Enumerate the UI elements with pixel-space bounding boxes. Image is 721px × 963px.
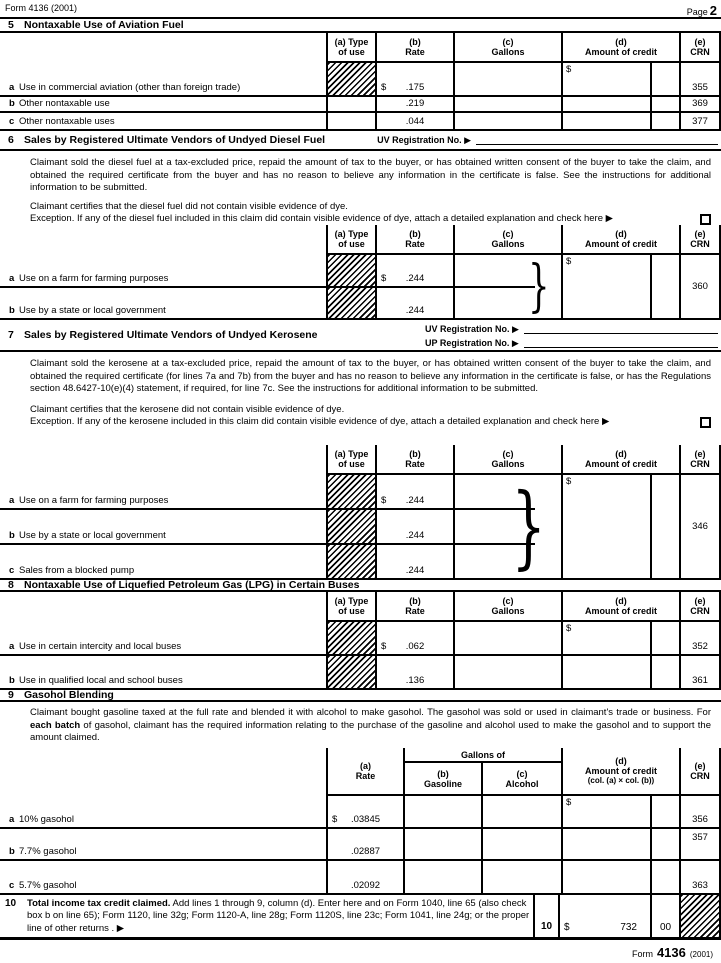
col-header-gallons: (c) Gallons [455,592,563,622]
section-number: 6 [8,134,14,146]
row-8b-amount-field[interactable] [563,656,652,688]
dye-certify-line: Claimant certifies that the diesel fuel did not contain visible evidence of dye. [30,200,348,212]
row-9c-alcohol-field[interactable] [483,861,563,893]
section-7-header [0,318,721,352]
uv-registration-field[interactable] [476,134,718,145]
row-8a-rate: $ .062 [377,622,455,656]
uv-registration-label: UV Registration No. ▶ [377,134,472,145]
certification-paragraph: Claimant sold the kerosene at a tax-excluded price, repaid the amount of tax to the buyer, or has obtained written consent of the buyer to take the claim, and obtained the required certificate (for lines 7a and 7b) from the buyer and has no reason to believe any information in the certificate is false, or has the Regulations section 48.6427-10(e)(4) statement, if required, for line 7c. See the instructions for additional information to be submitted. [30,358,711,394]
row-6a-type-hatch [328,255,377,288]
row-8a-amount-field[interactable] [563,622,652,656]
col-header-amount-of-credit: (d) Amount of credit [563,33,681,63]
dollar-sign: $ [381,82,387,93]
col-header-gasoline: (b) Gasoline [405,763,483,796]
row-5a-gallons-field[interactable] [455,63,563,97]
desc-header-spacer [0,592,328,622]
registration-numbers [425,322,718,350]
row-5b-rate: .219 [377,97,455,113]
desc-header-spacer [0,445,328,475]
section-title: Sales by Registered Ultimate Vendors of Undyed Diesel Fuel [24,134,326,146]
rows-7abc-amount-field[interactable] [563,475,652,578]
section-7-text [0,352,721,445]
dollar-sign: $ [566,797,572,808]
section-title: Sales by Registered Ultimate Vendors of Undyed Kerosene [24,329,318,341]
line-10-hatch [681,895,721,937]
row-5b-crn: 369 [681,97,721,113]
brace-icon: } [528,255,550,318]
col-header-gallons: (c) Gallons [455,33,563,63]
row-5c-rate: .044 [377,113,455,129]
section-title: Nontaxable Use of Aviation Fuel [24,19,184,31]
row-5b-type-field[interactable] [328,97,377,113]
row-8b-crn: 361 [681,656,721,688]
section-5-header [0,17,721,33]
row-9a-crn: 356 [681,796,721,829]
dollar-sign: $ [566,623,572,634]
row-8b-label: b Use in qualified local and school buses [0,656,328,688]
section-number: 9 [8,689,14,701]
page-word: Page [686,7,708,17]
row-9a-amount-field[interactable] [563,796,652,829]
col-header-crn: (e) CRN [681,592,721,622]
row-5c-type-field[interactable] [328,113,377,129]
col-header-gallons-of: Gallons of [405,748,563,763]
section-number: 7 [8,329,14,341]
row-6a-rate: $ .244 [377,255,455,288]
row-5a-type-hatch [328,63,377,97]
dollar-sign: $ [332,814,338,825]
row-5b-label: b Other nontaxable use [0,97,328,113]
col-header-rate: (a) Rate [328,748,405,796]
uv-registration-label: UV Registration No. ▶ [425,323,519,334]
col-header-crn: (e) CRN [681,225,721,255]
total-credit-amount[interactable] [560,895,652,937]
row-9a-label: a 10% gasohol [0,796,328,829]
row-8a-label: a Use in certain intercity and local buses [0,622,328,656]
section-number: 5 [8,19,14,31]
table-7 [0,445,721,578]
col-header-amount-of-credit: (d) Amount of credit [563,225,681,255]
section-8-header [0,578,721,592]
row-8a-crn: 352 [681,622,721,656]
row-5a-rate: $ .175 [377,63,455,97]
row-8a-gallons-field[interactable] [455,622,563,656]
rows-7abc-crn: 346 [681,475,721,578]
row-6b-rate: .244 [377,288,455,318]
certification-paragraph: Claimant sold the diesel fuel at a tax-excluded price, repaid the amount of tax to the buyer, or has obtained written consent of the buyer to take the claim, and obtained the required certificate from the buyer and has no reason to believe any information in the certificate is false. See the instructions for additional information to be submitted. [30,157,711,193]
up-registration-label: UP Registration No. ▶ [425,337,519,348]
section-6-text [0,151,721,225]
section-9-header [0,688,721,702]
row-9a-rate: $ .03845 [328,796,405,829]
gallons-divider-line [455,286,535,288]
desc-header-spacer [0,33,328,63]
page-footer [0,940,721,963]
dollar-sign: $ [381,273,387,284]
rows-7abc-cents-field[interactable] [652,475,681,578]
row-5c-cents-field[interactable] [652,113,681,129]
row-9c-label: c 5.7% gasohol [0,861,328,893]
rows-6ab-crn: 360 [681,255,721,318]
row-9c-cents-field[interactable] [652,861,681,893]
row-7c-type-hatch [328,545,377,578]
row-8a-cents-field[interactable] [652,622,681,656]
col-header-crn: (e) CRN [681,445,721,475]
dye-exception-line: Exception. If any of the diesel fuel included in this claim did contain visible evidence of dye, attach a detailed explanation and check here ▶ [30,213,711,225]
dollar-sign: $ [381,641,387,652]
section-6-header [0,129,721,151]
row-6b-label: b Use by a state or local government [0,288,328,318]
line-number: 10 [5,898,17,909]
section-9-text [0,702,721,748]
row-5b-amount-field[interactable] [563,97,652,113]
col-header-type-of-use: (a) Type of use [328,225,377,255]
row-9c-rate: .02092 [328,861,405,893]
line-10-box-number: 10 [535,895,560,937]
row-8a-type-hatch [328,622,377,656]
col-header-gallons: (c) Gallons [455,225,563,255]
col-header-amount-of-credit: (d) Amount of credit [563,445,681,475]
col-header-amount-of-credit: (d) Amount of credit [563,592,681,622]
row-5c-gallons-field[interactable] [455,113,563,129]
total-credit-cents[interactable]: 00 [652,895,681,937]
row-7b-type-hatch [328,510,377,545]
up-registration-field[interactable] [524,338,718,348]
dollar-sign: $ [566,64,572,75]
line-10-description [0,895,535,937]
col-header-type-of-use: (a) Type of use [328,592,377,622]
col-header-crn: (e) CRN [681,33,721,63]
row-7b-label: b Use by a state or local government [0,510,328,545]
row-8b-type-hatch [328,656,377,688]
row-5a-crn: 355 [681,63,721,97]
form-id-label: Form 4136 (2001) [5,3,78,13]
row-9b-alcohol-field[interactable] [483,829,563,861]
table-6 [0,225,721,318]
dye-exception-checkbox[interactable] [700,417,711,428]
row-8b-gallons-field[interactable] [455,656,563,688]
col-header-rate: (b) Rate [377,592,455,622]
table-8 [0,592,721,688]
row-9b-cents-field[interactable] [652,829,681,861]
rows-6ab-gallons-field[interactable] [455,255,563,318]
row-6b-type-hatch [328,288,377,318]
uv-registration-field[interactable] [524,324,718,334]
row-8b-cents-field[interactable] [652,656,681,688]
dollar-sign: $ [381,495,387,506]
row-9b-amount-field[interactable] [563,829,652,861]
row-9a-alcohol-field[interactable] [483,796,563,829]
desc-header-spacer [0,225,328,255]
page-number: 2 [709,3,717,18]
col-header-type-of-use: (a) Type of use [328,33,377,63]
col-header-type-of-use: (a) Type of use [328,445,377,475]
footer-form-year: (2001) [689,950,713,959]
row-9b-crn: 357 [681,829,721,861]
row-8b-rate: .136 [377,656,455,688]
gasohol-paragraph: Claimant bought gasoline taxed at the full rate and blended it with alcohol to make gasohol. The gasohol was sold or used in claimant's trade or business. For each batch of gasohol, claimant has the required information relating to the purchase of the gasoline and alcohol used to make the gasohol and to support the amount claimed. [30,707,711,743]
row-9c-amount-field[interactable] [563,861,652,893]
rows-6ab-amount-field[interactable] [563,255,652,318]
row-9c-crn: 363 [681,861,721,893]
row-5c-amount-field[interactable] [563,113,652,129]
table-9 [0,748,721,893]
row-6a-label: a Use on a farm for farming purposes [0,255,328,288]
section-number: 8 [8,579,14,591]
row-5c-crn: 377 [681,113,721,129]
row-5c-label: c Other nontaxable uses [0,113,328,129]
line-10-total [0,893,721,940]
row-7a-type-hatch [328,475,377,510]
row-9b-label: b 7.7% gasohol [0,829,328,861]
page-indicator [687,3,717,18]
footer-form-number: 4136 [656,945,686,960]
col-header-alcohol: (c) Alcohol [483,763,563,796]
dollar-sign: $ [566,256,572,267]
row-5a-amount-field[interactable] [563,63,652,97]
row-9a-cents-field[interactable] [652,796,681,829]
dollar-sign: $ [566,476,572,487]
row-9c-gasoline-field[interactable] [405,861,483,893]
col-header-amount-of-credit: (d) Amount of credit (col. (a) × col. (b)) [563,748,681,796]
row-7a-rate: $ .244 [377,475,455,510]
desc-header-spacer [0,748,328,796]
rows-7abc-gallons-field[interactable] [455,475,563,578]
row-9a-gasoline-field[interactable] [405,796,483,829]
row-7c-rate: .244 [377,545,455,578]
col-header-rate: (b) Rate [377,33,455,63]
section-title: Gasohol Blending [24,689,114,701]
col-header-rate: (b) Rate [377,225,455,255]
total-credit-value: 732 [620,922,637,933]
dye-exception-checkbox[interactable] [700,214,711,225]
row-7b-rate: .244 [377,510,455,545]
brace-icon: } [511,475,546,578]
row-9b-rate: .02887 [328,829,405,861]
footer-form-word: Form [631,949,653,959]
rows-6ab-cents-field[interactable] [652,255,681,318]
page-header [0,0,721,17]
dollar-sign: $ [564,922,570,933]
dye-certify-line: Claimant certifies that the kerosene did not contain visible evidence of dye. [30,403,345,415]
row-5a-cents-field[interactable] [652,63,681,97]
row-5a-label: a Use in commercial aviation (other than foreign trade) [0,63,328,97]
col-header-rate: (b) Rate [377,445,455,475]
row-7a-label: a Use on a farm for farming purposes [0,475,328,510]
col-header-gallons: (c) Gallons [455,445,563,475]
section-title: Nontaxable Use of Liquefied Petroleum Gas (LPG) in Certain Buses [24,579,360,591]
row-5b-gallons-field[interactable] [455,97,563,113]
col-header-crn: (e) CRN [681,748,721,796]
table-5 [0,33,721,129]
row-9b-gasoline-field[interactable] [405,829,483,861]
line-10-text: Total income tax credit claimed. Add lines 1 through 9, column (d). Enter here and on Form 1040, line 65 (also check box b on line 65); Form 1120, line 32g; Form 1120-A, line 28g; Form 1120S, line 23c; Form 1041, line 24g; or the proper line of other returns . ▶ [27,898,530,934]
row-5b-cents-field[interactable] [652,97,681,113]
row-7c-label: c Sales from a blocked pump [0,545,328,578]
dye-exception-line: Exception. If any of the kerosene included in this claim did contain visible evidence of dye, attach a detailed explanation and check here ▶ [30,416,711,429]
